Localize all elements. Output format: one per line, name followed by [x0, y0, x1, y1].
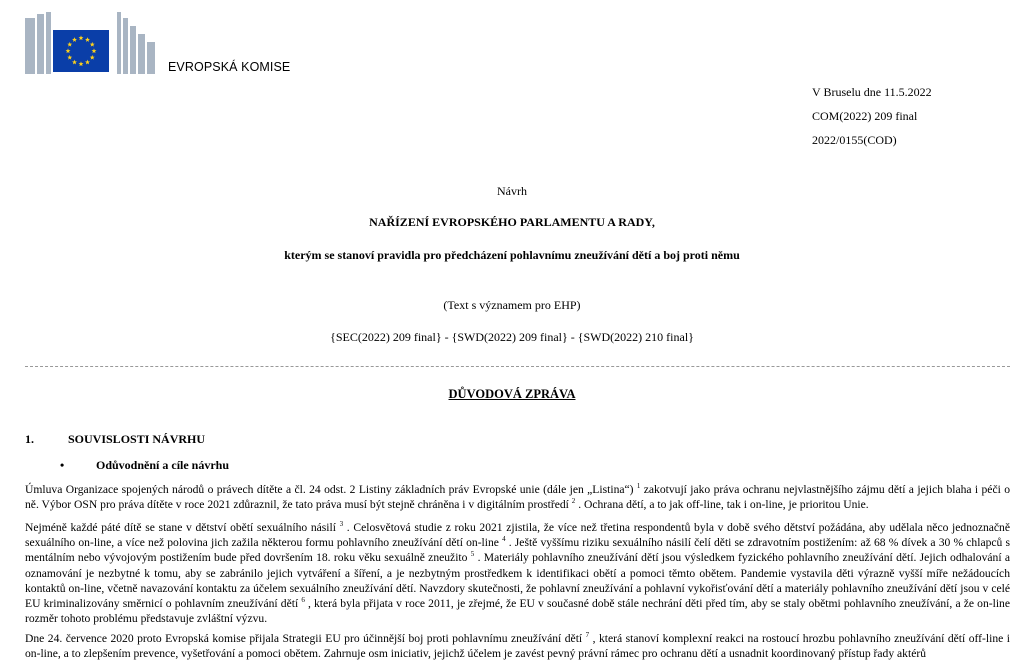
explanatory-memorandum-title: DŮVODOVÁ ZPRÁVA — [448, 387, 576, 401]
footnote-ref[interactable]: 7 — [585, 631, 590, 640]
text: . Materiály pohlavního zneužívání dětí jsou výsledkem fyzického pohlavního zneužívání dětí. Jejich odhalování a oznamování je nezbytné k tomu, aby se zabránilo jejich vytváření a šíření, a je nezbytným prostředkem k identifikaci obětí a pomoci těmto obětem. Pandemie vystavila děti výrazně vyšší míře nežádoucích kontaktů on-line, včetně navazování kontaktu za účelem sexuálního zneužívání dětí. Navzdory skutečnosti, že pohlavní zneužívání a pohlavní vykořisťování dětí a materiály pohlavního zneužívání dětí jsou v celé EU kriminalizovány směrnicí o pohlavním zneužívání dětí — [25, 551, 1010, 611]
report-title-wrap — [0, 387, 1024, 402]
european-commission-logo — [25, 12, 155, 74]
section-heading — [25, 432, 205, 447]
paragraph-1 — [25, 482, 1010, 512]
eea-relevance-note: (Text s významem pro EHP) — [443, 298, 581, 312]
procedure-number: 2022/0155(COD) — [812, 133, 897, 147]
section-number: 1. — [25, 432, 34, 446]
text: . Celosvětová studie z roku 2021 zjistila, že více než třetina respondentů byla v době svého dětství požádána, aby udělala něco jednoznačně sexuálního on-line, a více než polovina jich zažila některou formu pohlavního zneužívání dětí on-line — [25, 521, 1010, 550]
text: Nejméně každé páté dítě se stane v dětství obětí sexuálního násilí — [25, 521, 340, 534]
bullet-icon: • — [60, 458, 65, 472]
text: , která byla přijata v roce 2011, je zřejmé, že EU v současné době stále nechrání děti před tím, aby se staly obětmi pohlavního zneužívání, a že on-line rozměr tohoto problému představuje zvláštní výzvu. — [25, 597, 1010, 626]
footnote-ref[interactable]: 2 — [571, 497, 576, 506]
document-type: Návrh — [497, 184, 527, 198]
footnote-ref[interactable]: 6 — [301, 596, 305, 605]
document-subtitle: kterým se stanoví pravidla pro předcházení pohlavnímu zneužívání dětí a boj proti němu — [284, 248, 740, 262]
text: Úmluva Organizace spojených národů o právech dítěte a čl. 24 odst. 2 Listiny základních práv Evropské unie (dále jen „Listina“) — [25, 483, 637, 496]
organization-name: EVROPSKÁ KOMISE — [168, 60, 291, 74]
paragraph-3 — [25, 631, 1010, 661]
subsection-heading — [60, 458, 229, 473]
footnote-ref[interactable]: 1 — [636, 482, 641, 491]
text: . Ochrana dětí, a to jak off-line, tak i on-line, je prioritou Unie. — [575, 498, 869, 512]
section-title: SOUVISLOSTI NÁVRHU — [68, 432, 206, 446]
section-separator — [25, 366, 1010, 367]
text: . Ještě vyššímu riziku sexuálního násilí čelí děti se zdravotním postižením: až 68 % dívek a 30 % chlapců s mentálním nebo vývojovým postižením bude před dovršením 18. roku věku sexuálně zneužito — [25, 536, 1010, 565]
text: , která stanoví komplexní reakci na rostoucí hrozbu pohlavního zneužívání dětí off-line i on-line, a to zlepšením prevence, vyšetřování a pomoci obětem. Zahrnuje osm iniciativ, jejichž účelem je zavést pevný právní rámec pro ochranu dětí a usnadnit koordinovaný přístup řady aktérů — [25, 632, 1010, 661]
footnote-ref[interactable]: 4 — [502, 535, 506, 544]
document-references: {SEC(2022) 209 final} - {SWD(2022) 209 final} - {SWD(2022) 210 final} — [330, 330, 694, 344]
footnote-ref[interactable]: 5 — [470, 550, 475, 559]
document-title: NAŘÍZENÍ EVROPSKÉHO PARLAMENTU A RADY, — [369, 215, 655, 229]
subsection-title: Odůvodnění a cíle návrhu — [96, 458, 230, 472]
footnote-ref[interactable]: 3 — [339, 520, 344, 529]
place-date: V Bruselu dne 11.5.2022 — [812, 85, 932, 99]
text: zakotvují jako práva ochranu nejvlastnějšího zájmu dětí a jejich blaha i péči o ně. Výbor OSN pro práva dítěte v roce 2021 zdůraznil, že tato práva musí být stejně chráněna i v digitálním prostředí — [25, 483, 1010, 512]
paragraph-2 — [25, 520, 1010, 626]
text: Dne 24. července 2020 proto Evropská komise přijala Strategii EU pro účinnější boj proti pohlavnímu zneužívání dětí — [25, 632, 586, 645]
document-meta — [812, 80, 932, 152]
document-number: COM(2022) 209 final — [812, 109, 918, 123]
